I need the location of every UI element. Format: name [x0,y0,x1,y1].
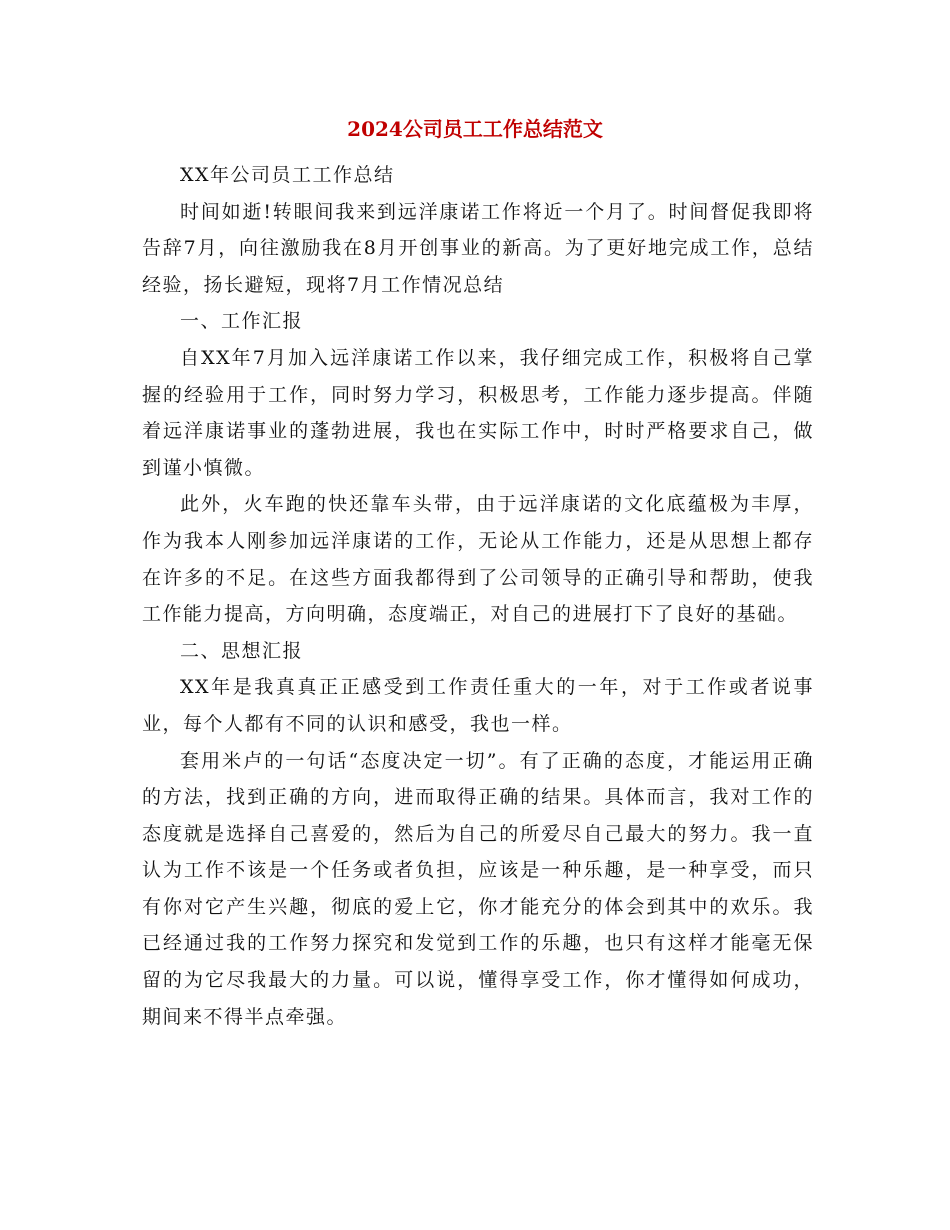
section-heading-work-report: 一、工作汇报 [180,310,304,333]
paragraph-additional: 此外，火车跑的快还靠车头带，由于远洋康诺的文化底蕴极为丰厚，作为我本人刚参加远洋康诺的工作，无论从工作能力，还是从思想上都存在许多的不足。在这些方面我都得到了公司领导的正确引导和帮助，使我工作能力提高，方向明确，态度端正，对自己的进展打下了良好的基础。 [142,493,814,626]
paragraph-work-report: 自XX年7月加入远洋康诺工作以来，我仔细完成工作，积极将自己掌握的经验用于工作，同时努力学习，积极思考，工作能力逐步提高。伴随着远洋康诺事业的蓬勃进展，我也在实际工作中，时时严格要求自己，做到谨小慎微。 [142,346,814,479]
paragraph-intro: 时间如逝!转眼间我来到远洋康诺工作将近一个月了。时间督促我即将告辞7月，向往激励我在8月开创事业的新高。为了更好地完成工作，总结经验，扬长避短，现将7月工作情况总结 [142,200,814,296]
paragraph-subtitle: XX年公司员工工作总结 [180,164,395,186]
paragraph-thought-report: XX年是我真真正正感受到工作责任重大的一年，对于工作或者说事业，每个人都有不同的认识和感受，我也一样。 [142,676,814,735]
document-title: 2024公司员工工作总结范文 [347,117,603,141]
section-heading-thought-report: 二、思想汇报 [180,639,304,662]
paragraph-attitude: 套用米卢的一句话“态度决定一切”。有了正确的态度，才能运用正确的方法，找到正确的方向，进而取得正确的结果。具体而言，我对工作的态度就是选择自己喜爱的，然后为自己的所爱尽自己最大的努力。我一直认为工作不该是一个任务或者负担，应该是一种乐趣，是一种享受，而只有你对它产生兴趣，彻底的爱上它，你才能充分的体会到其中的欢乐。我已经通过我的工作努力探究和发觉到工作的乐趣，也只有这样才能毫无保留的为它尽我最大的力量。可以说，懂得享受工作，你才懂得如何成功，期间来不得半点牵强。 [142,749,814,1028]
document-body [142,157,814,1035]
